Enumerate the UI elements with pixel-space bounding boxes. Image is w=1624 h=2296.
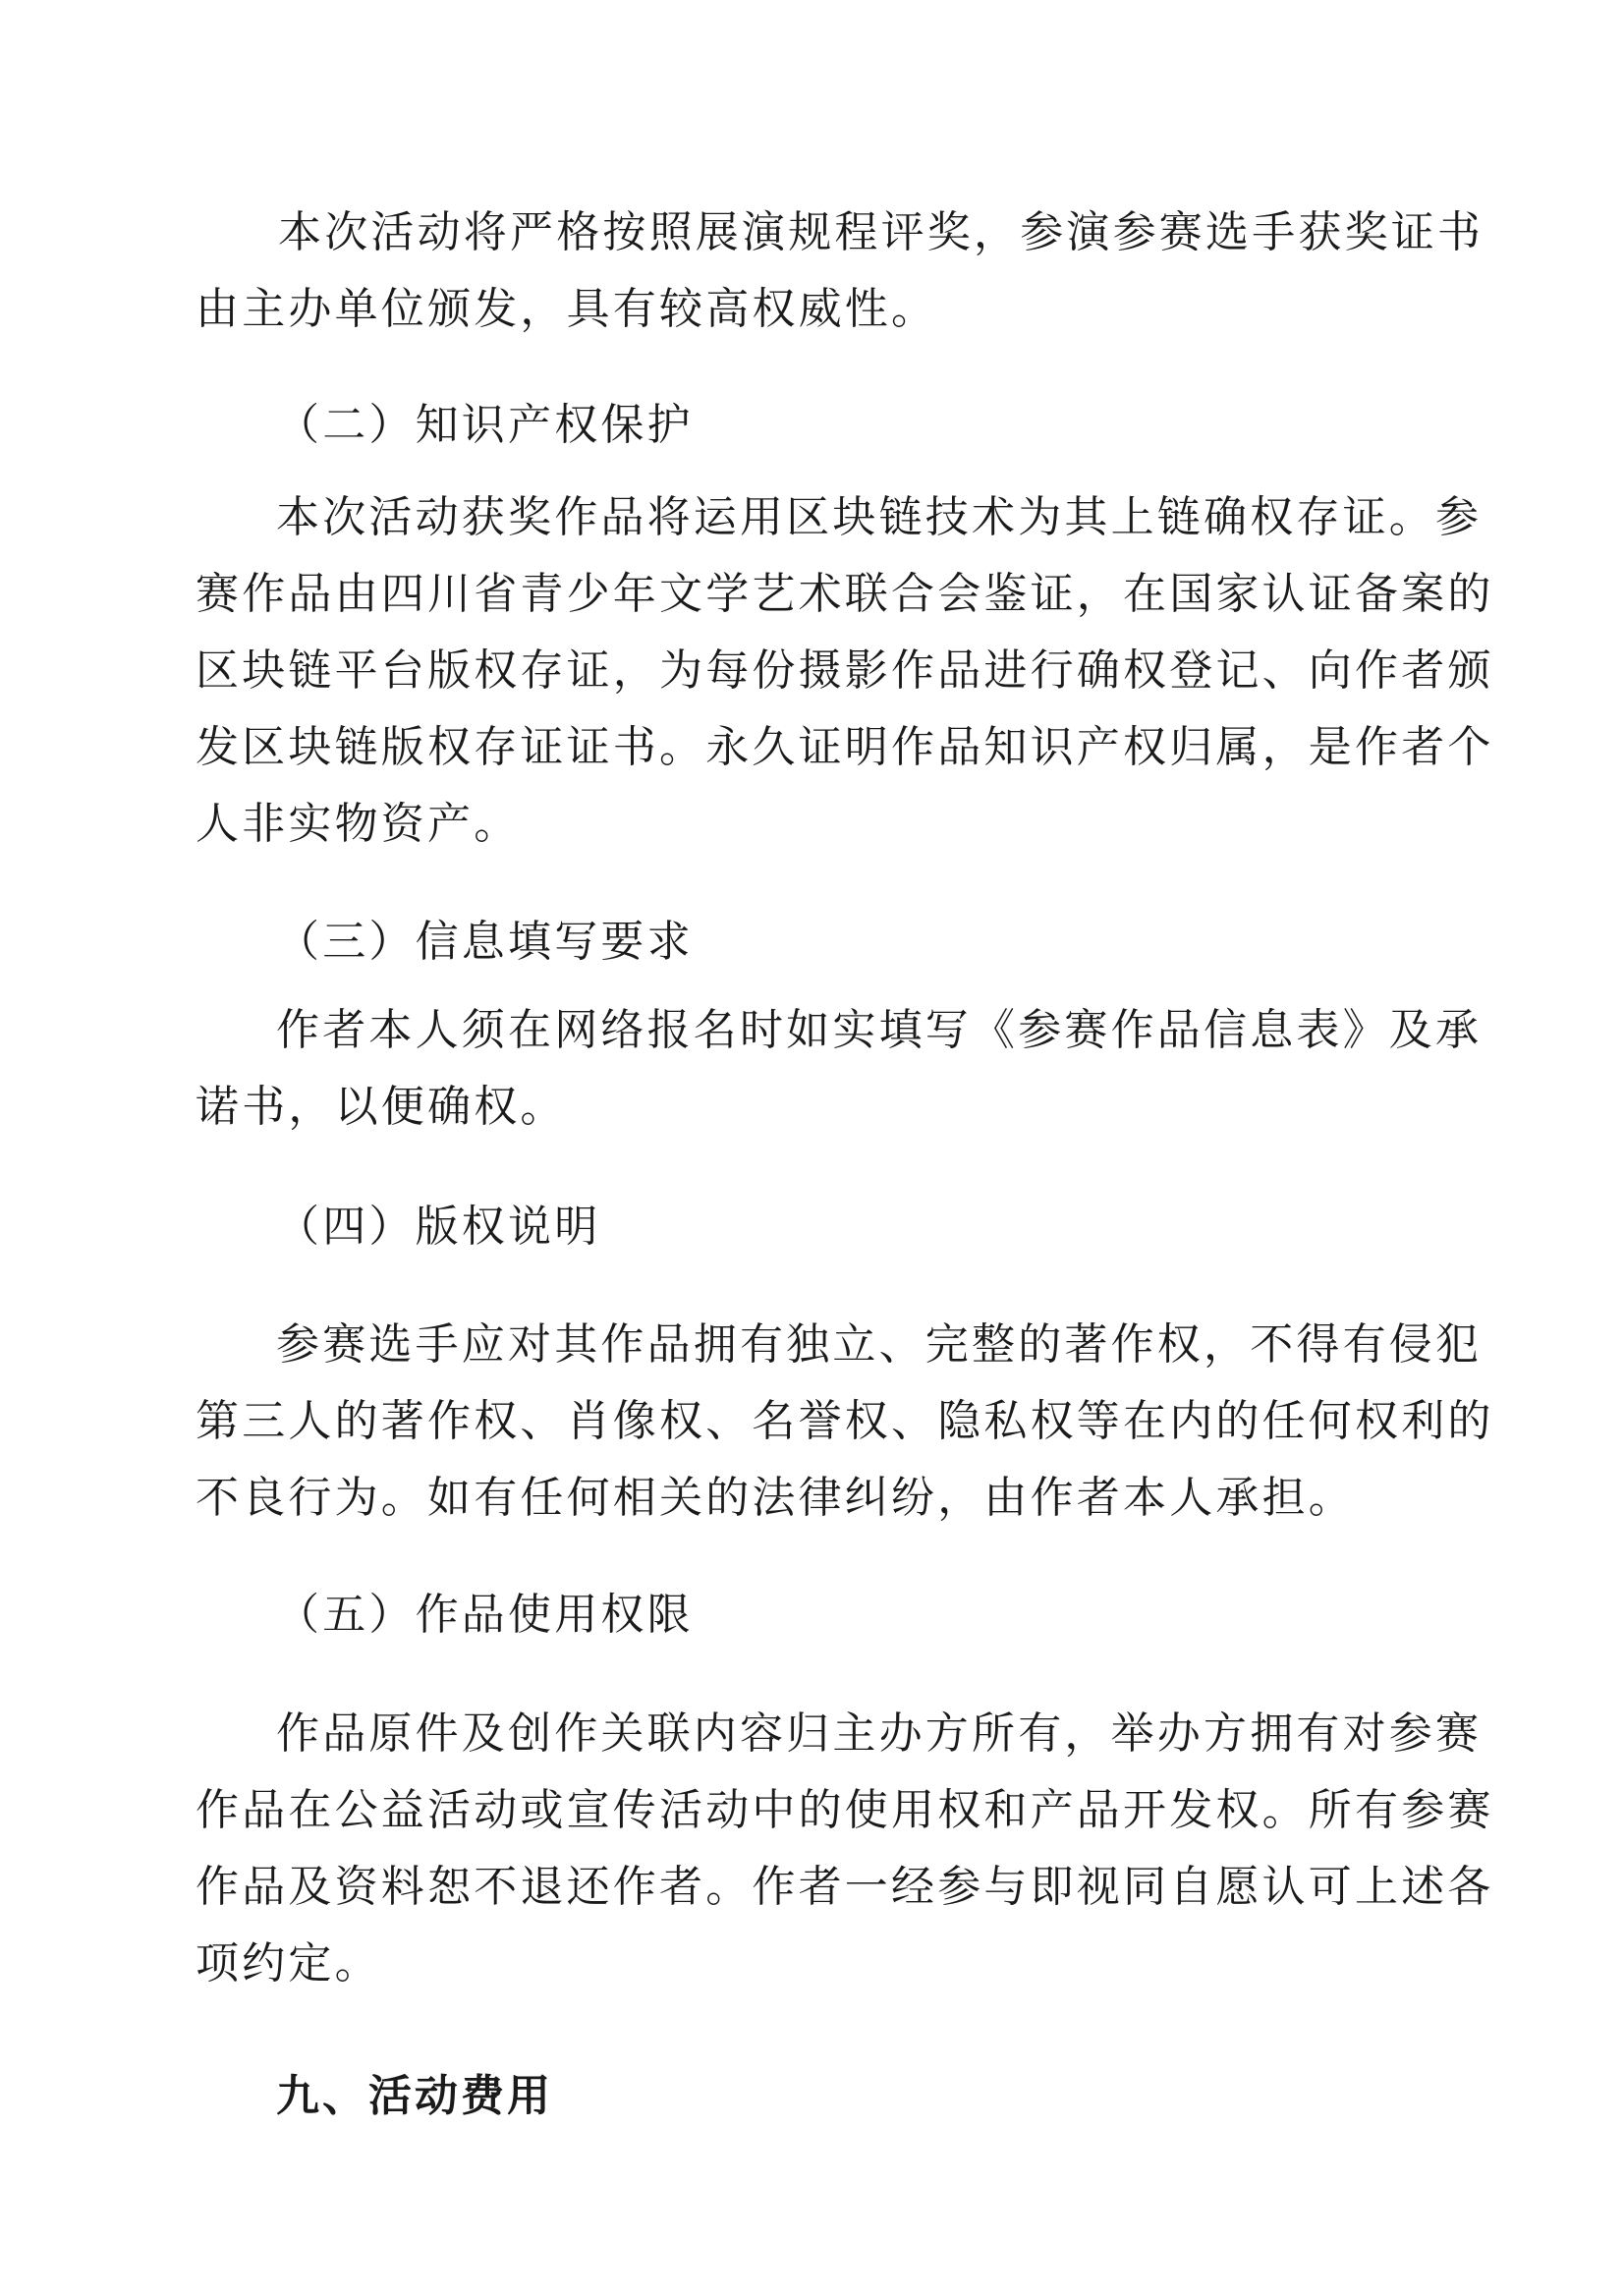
paragraph-line: 参赛选手应对其作品拥有独立、完整的著作权，不得有侵犯 <box>276 1319 1483 1370</box>
section-heading-usage-rights: （五）作品使用权限 <box>276 1590 694 1640</box>
paragraph-line: 诺书，以便确权。 <box>196 1082 567 1132</box>
paragraph-line: 项约定。 <box>196 1938 381 1988</box>
paragraph-ip-protection <box>196 479 1494 863</box>
section-heading-activity-fees: 九、活动费用 <box>276 2071 553 2121</box>
paragraph-award-rules <box>196 195 1484 348</box>
paragraph-line: 本次活动获奖作品将运用区块链技术为其上链确权存证。参 <box>276 492 1483 542</box>
paragraph-line: 不良行为。如有任何相关的法律纠纷，由作者本人承担。 <box>196 1473 1355 1523</box>
paragraph-line: 人非实物资产。 <box>196 799 521 849</box>
paragraph-line: 本次活动将严格按照展演规程评奖，参演参赛选手获奖证书 <box>278 207 1484 257</box>
paragraph-line: 作品及资料恕不退还作者。作者一经参与即视同自愿认可上述各 <box>196 1862 1494 1912</box>
paragraph-line: 第三人的著作权、肖像权、名誉权、隐私权等在内的任何权利的 <box>196 1396 1494 1446</box>
paragraph-line: 赛作品由四川省青少年文学艺术联合会鉴证，在国家认证备案的 <box>196 569 1494 619</box>
paragraph-line: 作者本人须在网络报名时如实填写《参赛作品信息表》及承 <box>276 1005 1483 1055</box>
paragraph-line: 由主办单位颁发，具有较高权威性。 <box>196 284 938 334</box>
section-heading-ip-protection: （二）知识产权保护 <box>276 400 694 450</box>
paragraph-info-requirements <box>196 992 1483 1146</box>
paragraph-line: 作品原件及创作关联内容归主办方所有，举办方拥有对参赛 <box>276 1708 1483 1759</box>
paragraph-usage-rights <box>196 1696 1494 2002</box>
section-heading-copyright: （四）版权说明 <box>276 1202 601 1252</box>
section-heading-info-requirements: （三）信息填写要求 <box>276 917 694 967</box>
paragraph-line: 发区块链版权存证证书。永久证明作品知识产权归属，是作者个 <box>196 722 1494 772</box>
paragraph-line: 作品在公益活动或宣传活动中的使用权和产品开发权。所有参赛 <box>196 1785 1494 1835</box>
paragraph-copyright <box>196 1307 1494 1537</box>
paragraph-line: 区块链平台版权存证，为每份摄影作品进行确权登记、向作者颁 <box>196 645 1494 696</box>
